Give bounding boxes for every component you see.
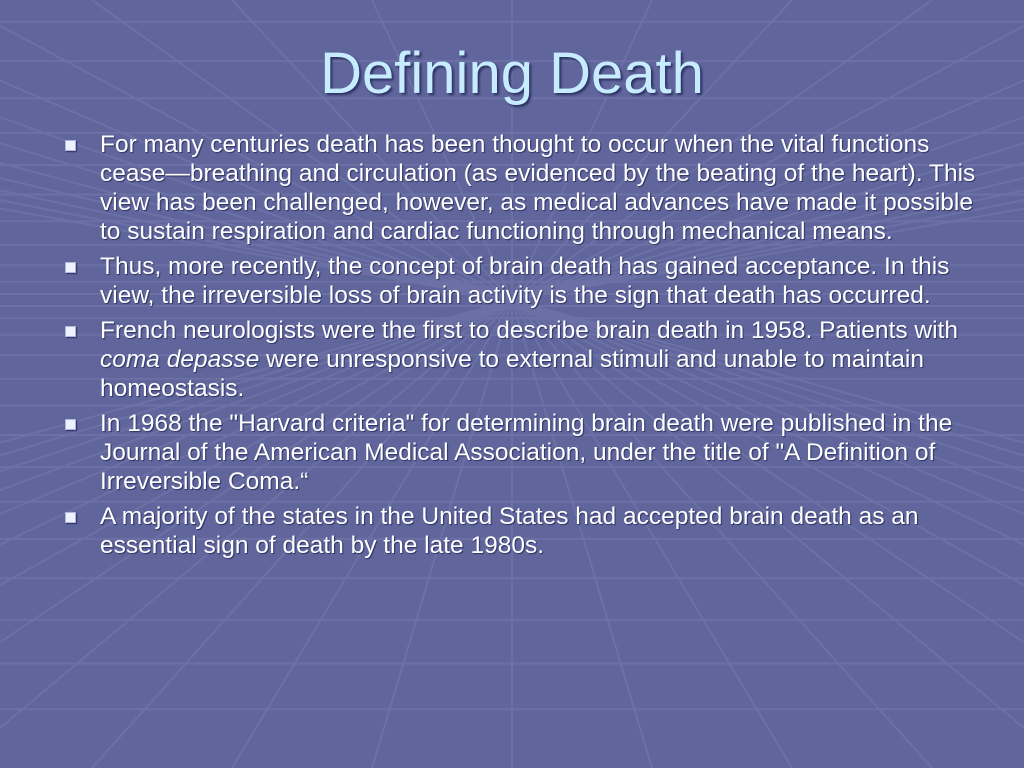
bullet-item-1 [62, 130, 992, 246]
bullet-item-3 [62, 316, 992, 403]
bullet-text: A majority of the states in the United States had accepted brain death as an essential sign of death by the late 1980s. [100, 503, 919, 559]
bullet-text-start: French neurologists were the first to describe brain death in 1958. Patients with [100, 317, 958, 344]
bullet-text: Thus, more recently, the concept of brain death has gained acceptance. In this view, the irreversible loss of brain activity is the sign that death has occurred. [100, 253, 950, 309]
bullet-text-italic: coma depasse [100, 346, 260, 373]
bullet-text: For many centuries death has been thought to occur when the vital functions cease—breathing and circulation (as evidenced by the beating of the heart). This view has been challenged, however, as medical advances have made it possible to sustain respiration and cardiac functioning through mechanical means. [100, 131, 976, 245]
bullet-text [100, 317, 958, 402]
square-bullet-icon [65, 262, 76, 273]
bullet-text: In 1968 the "Harvard criteria" for determining brain death were published in the Journal of the American Medical Association, under the title of "A Definition of Irreversible Coma.“ [100, 410, 953, 495]
square-bullet-icon [65, 419, 76, 430]
bullet-text-end: were unresponsive to external stimuli and unable to maintain homeostasis. [100, 346, 924, 402]
bullet-item-5 [62, 502, 992, 560]
bullet-list [62, 130, 992, 566]
square-bullet-icon [65, 140, 76, 151]
square-bullet-icon [65, 512, 76, 523]
bullet-item-4 [62, 409, 992, 496]
square-bullet-icon [65, 326, 76, 337]
slide-title: Defining Death [320, 41, 704, 106]
bullet-item-2 [62, 252, 992, 310]
